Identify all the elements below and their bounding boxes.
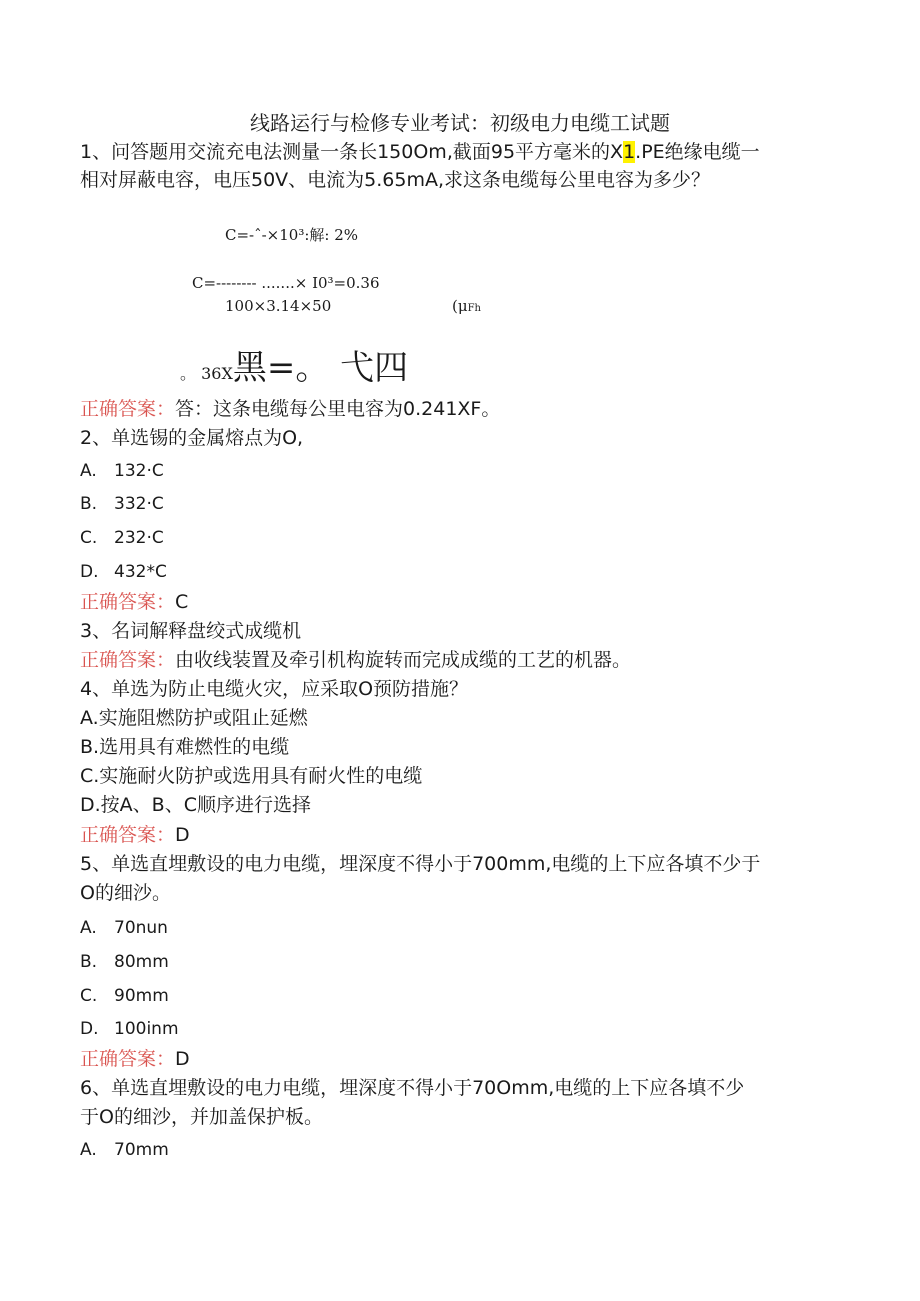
q5-option-a-key: A. bbox=[80, 918, 97, 938]
q2-option-d bbox=[80, 562, 167, 582]
q2-option-b-key: B. bbox=[80, 494, 98, 514]
q5-option-b-text: 80mm bbox=[114, 952, 169, 972]
q2-answer-label: 正确答案： bbox=[80, 591, 176, 613]
q5-option-d-key: D. bbox=[80, 1019, 99, 1039]
q2-option-d-text: 432*C bbox=[114, 562, 167, 582]
q2-option-d-key: D. bbox=[80, 562, 99, 582]
q3-answer-text: 由收线装置及牵引机构旋转而完成成缆的工艺的机器。 bbox=[175, 649, 632, 671]
q1-formula-4 bbox=[452, 297, 481, 315]
q5-option-a-text: 70nun bbox=[114, 918, 168, 938]
q4-answer bbox=[80, 823, 190, 847]
q5-option-b-key: B. bbox=[80, 952, 98, 972]
q4-stem: 4、单选为防止电缆火灾，应采取O预防措施？ bbox=[80, 678, 469, 700]
q1-formula-3: 100×3.14×50 bbox=[225, 297, 332, 315]
q2-option-a-key: A. bbox=[80, 461, 97, 481]
q2-stem: 2、单选锡的金属熔点为O, bbox=[80, 427, 304, 449]
q1-formula-5 bbox=[180, 340, 408, 389]
q5-option-c-key: C. bbox=[80, 986, 98, 1006]
q1-answer-label: 正确答案： bbox=[80, 398, 176, 420]
q1-formula-1: C=-ˆ-×10³:解: 2% bbox=[225, 226, 359, 244]
q2-answer-text: C bbox=[175, 591, 189, 613]
q4-answer-text: D bbox=[175, 824, 190, 846]
q1-formula-5-big: 黑=。 弋四 bbox=[232, 348, 409, 388]
q1-formula-4-sub: Fh bbox=[467, 303, 481, 314]
q1-stem-line1 bbox=[80, 140, 760, 164]
q6-option-a-text: 70mm bbox=[114, 1140, 169, 1160]
q6-option-a-key: A. bbox=[80, 1140, 97, 1160]
q4-option-c: C.实施耐火防护或选用具有耐火性的电缆 bbox=[80, 765, 423, 787]
q5-option-c bbox=[80, 986, 169, 1006]
q1-stem-highlight: 1 bbox=[623, 141, 636, 163]
q2-option-c-key: C. bbox=[80, 528, 98, 548]
q1-formula-4-main: (μ bbox=[452, 297, 468, 315]
q4-option-a: A.实施阻燃防护或阻止延燃 bbox=[80, 707, 308, 729]
q5-option-a bbox=[80, 918, 168, 938]
q5-stem-line1: 5、单选直埋敷设的电力电缆，埋深度不得小于700mm,电缆的上下应各填不少于 bbox=[80, 853, 761, 875]
q5-option-c-text: 90mm bbox=[114, 986, 169, 1006]
q5-option-d-text: 100inm bbox=[114, 1019, 179, 1039]
q1-stem-part-b: .PE绝缘电缆一 bbox=[635, 141, 760, 163]
q5-answer-label: 正确答案： bbox=[80, 1048, 176, 1070]
q1-answer bbox=[80, 397, 500, 421]
q4-answer-label: 正确答案： bbox=[80, 824, 176, 846]
q4-option-d: D.按A、B、C顺序进行选择 bbox=[80, 794, 311, 816]
q5-answer-text: D bbox=[175, 1048, 190, 1070]
q3-answer bbox=[80, 648, 631, 672]
q2-option-a bbox=[80, 461, 164, 481]
q1-formula-2: C=-------- .......× I0³=0.36 bbox=[192, 274, 380, 292]
q2-option-b bbox=[80, 494, 164, 514]
q6-stem-line2: 于O的细沙，并加盖保护板。 bbox=[80, 1106, 323, 1128]
q3-answer-label: 正确答案： bbox=[80, 649, 176, 671]
q1-stem-line2: 相对屏蔽电容，电压50V、电流为5.65mA,求这条电缆每公里电容为多少？ bbox=[80, 169, 711, 191]
q2-option-a-text: 132·C bbox=[114, 461, 164, 481]
q4-option-b: B.选用具有难燃性的电缆 bbox=[80, 736, 290, 758]
q1-answer-text: 答：这条电缆每公里电容为0.241XF。 bbox=[175, 398, 501, 420]
q5-stem-line2: O的细沙。 bbox=[80, 882, 171, 904]
q2-option-c-text: 232·C bbox=[114, 528, 164, 548]
page-title: 线路运行与检修专业考试：初级电力电缆工试题 bbox=[250, 111, 670, 135]
q1-formula-5-small: 。 36X bbox=[180, 364, 233, 383]
q5-option-b bbox=[80, 952, 169, 972]
q1-stem-part-a: 1、问答题用交流充电法测量一条长150Om,截面95平方毫米的X bbox=[80, 141, 624, 163]
q2-option-b-text: 332·C bbox=[114, 494, 164, 514]
q5-answer bbox=[80, 1047, 190, 1071]
q3-stem: 3、名词解释盘绞式成缆机 bbox=[80, 620, 302, 642]
q6-stem-line1: 6、单选直埋敷设的电力电缆，埋深度不得小于70Omm,电缆的上下应各填不少 bbox=[80, 1077, 745, 1099]
q2-option-c bbox=[80, 528, 164, 548]
q2-answer bbox=[80, 590, 188, 614]
q5-option-d bbox=[80, 1019, 179, 1039]
q6-option-a bbox=[80, 1140, 169, 1160]
